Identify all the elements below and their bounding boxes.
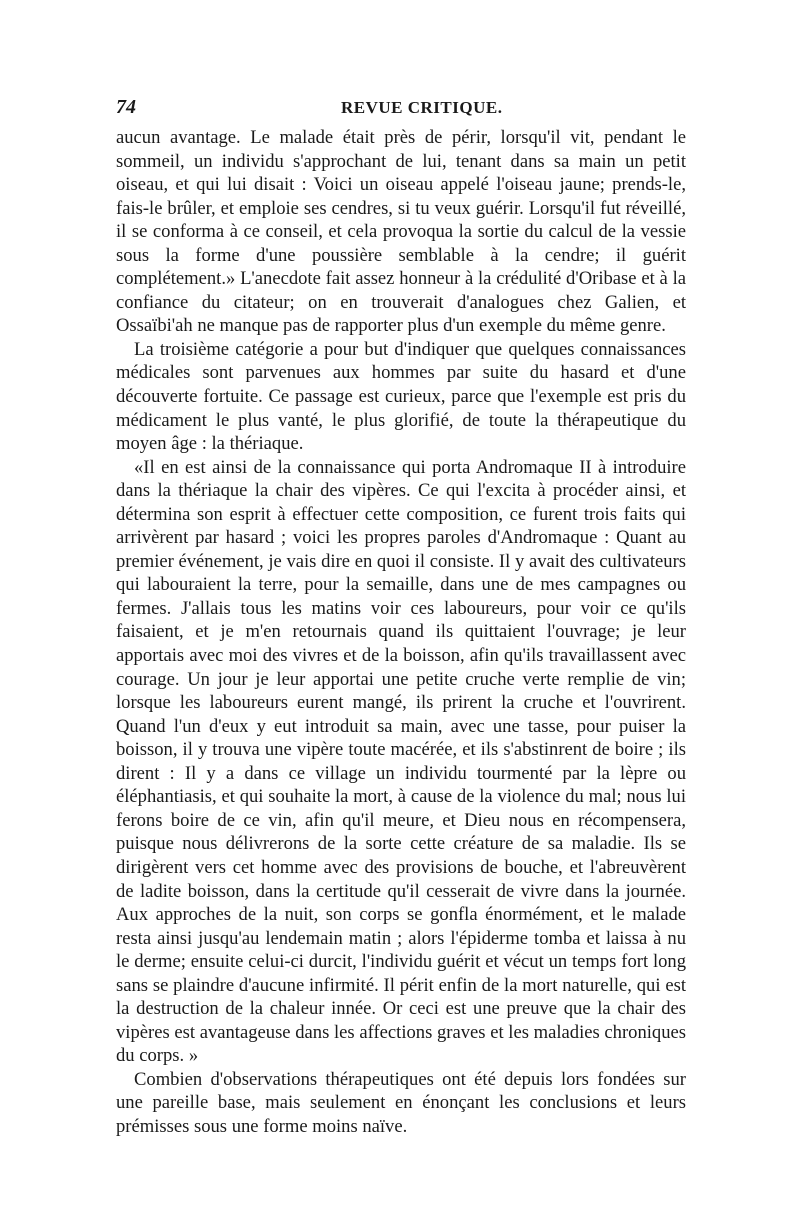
paragraph-3: «Il en est ainsi de la connaissance qui porta Andromaque II à introduire dans la thériaque la chair des vipères. Ce qui l'excita à procéder ainsi, et détermina son esprit à effectuer cette composition, ce furent trois faits qui arrivèrent par hasard ; voici les propres paroles d'Andromaque : Quant au premier événement, je vais dire en quoi il consiste. Il y avait des cultivateurs qui labouraient la terre, pour la semaille, dans une de mes campagnes ou fermes. J'allais tous les matins voir ces laboureurs, pour voir ce qu'ils faisaient, et je m'en retournais quand ils quittaient l'ouvrage; je leur apportais avec moi des vivres et de la boisson, afin qu'ils travaillassent avec courage. Un jour je leur apportai une petite cruche verte remplie de vin; lorsque les laboureurs eurent mangé, ils prirent la cruche et l'ouvrirent. Quand l'un d'eux y eut introduit sa main, avec une tasse, pour puiser la boisson, il y trouva une vipère toute macérée, et ils s'abstinrent de boire ; ils dirent : Il y a dans ce village un individu tourmenté par la lèpre ou éléphantiasis, et qui souhaite la mort, à cause de la violence du mal; nous lui ferons boire de ce vin, afin qu'il meure, et Dieu nous en récompensera, puisque nous délivrerons de la sorte cette créature de sa maladie. Ils se dirigèrent vers cet homme avec des provisions de bouche, et l'abreuvèrent de ladite boisson, dans la certitude qu'il cesserait de vivre dans la journée. Aux approches de la nuit, son corps se gonfla énormément, et le malade resta ainsi jusqu'au lendemain matin ; alors l'épiderme tomba et laissa à nu le derme; ensuite celui-ci durcit, l'individu guérit et vécut un temps fort long sans se plaindre d'aucune infirmité. Il périt enfin de la mort naturelle, qui est la destruction de la chaleur innée. Or ceci est une preuve que la chair des vipères est avantageuse dans les affections graves et les maladies chroniques du corps. » (116, 456, 686, 1067)
paragraph-2: La troisième catégorie a pour but d'indiquer que quelques connaissances médicales sont parvenues aux hommes par suite du hasard et d'une découverte fortuite. Ce passage est curieux, parce que l'exemple est pris du médicament le plus vanté, le plus glorifié, de toute la thérapeutique du moyen âge : la thériaque. (116, 338, 686, 455)
running-head: REVUE CRITIQUE. (341, 98, 503, 117)
book-page (116, 96, 686, 1156)
body-text (116, 126, 686, 1139)
page-header (116, 96, 686, 126)
page-number: 74 (116, 96, 136, 118)
paragraph-1: aucun avantage. Le malade était près de périr, lorsqu'il vit, pendant le sommeil, un individu s'approchant de lui, tenant dans sa main un petit oiseau, et qui lui disait : Voici un oiseau appelé l'oiseau jaune; prends-le, fais-le brûler, et emploie ses cendres, si tu veux guérir. Lorsqu'il fut réveillé, il se conforma à ce conseil, et cela provoqua la sortie du calcul de la vessie sous la forme d'une poussière semblable à la cendre; il guérit complétement.» L'anecdote fait assez honneur à la crédulité d'Oribase et à la confiance du citateur; on en trouverait d'analogues chez Galien, et Ossaïbi'ah ne manque pas de rapporter plus d'un exemple du même genre. (116, 127, 686, 337)
paragraph-4: Combien d'observations thérapeutiques ont été depuis lors fondées sur une pareille base, mais seulement en énonçant les conclusions et leurs prémisses sous une forme moins naïve. (116, 1068, 686, 1137)
